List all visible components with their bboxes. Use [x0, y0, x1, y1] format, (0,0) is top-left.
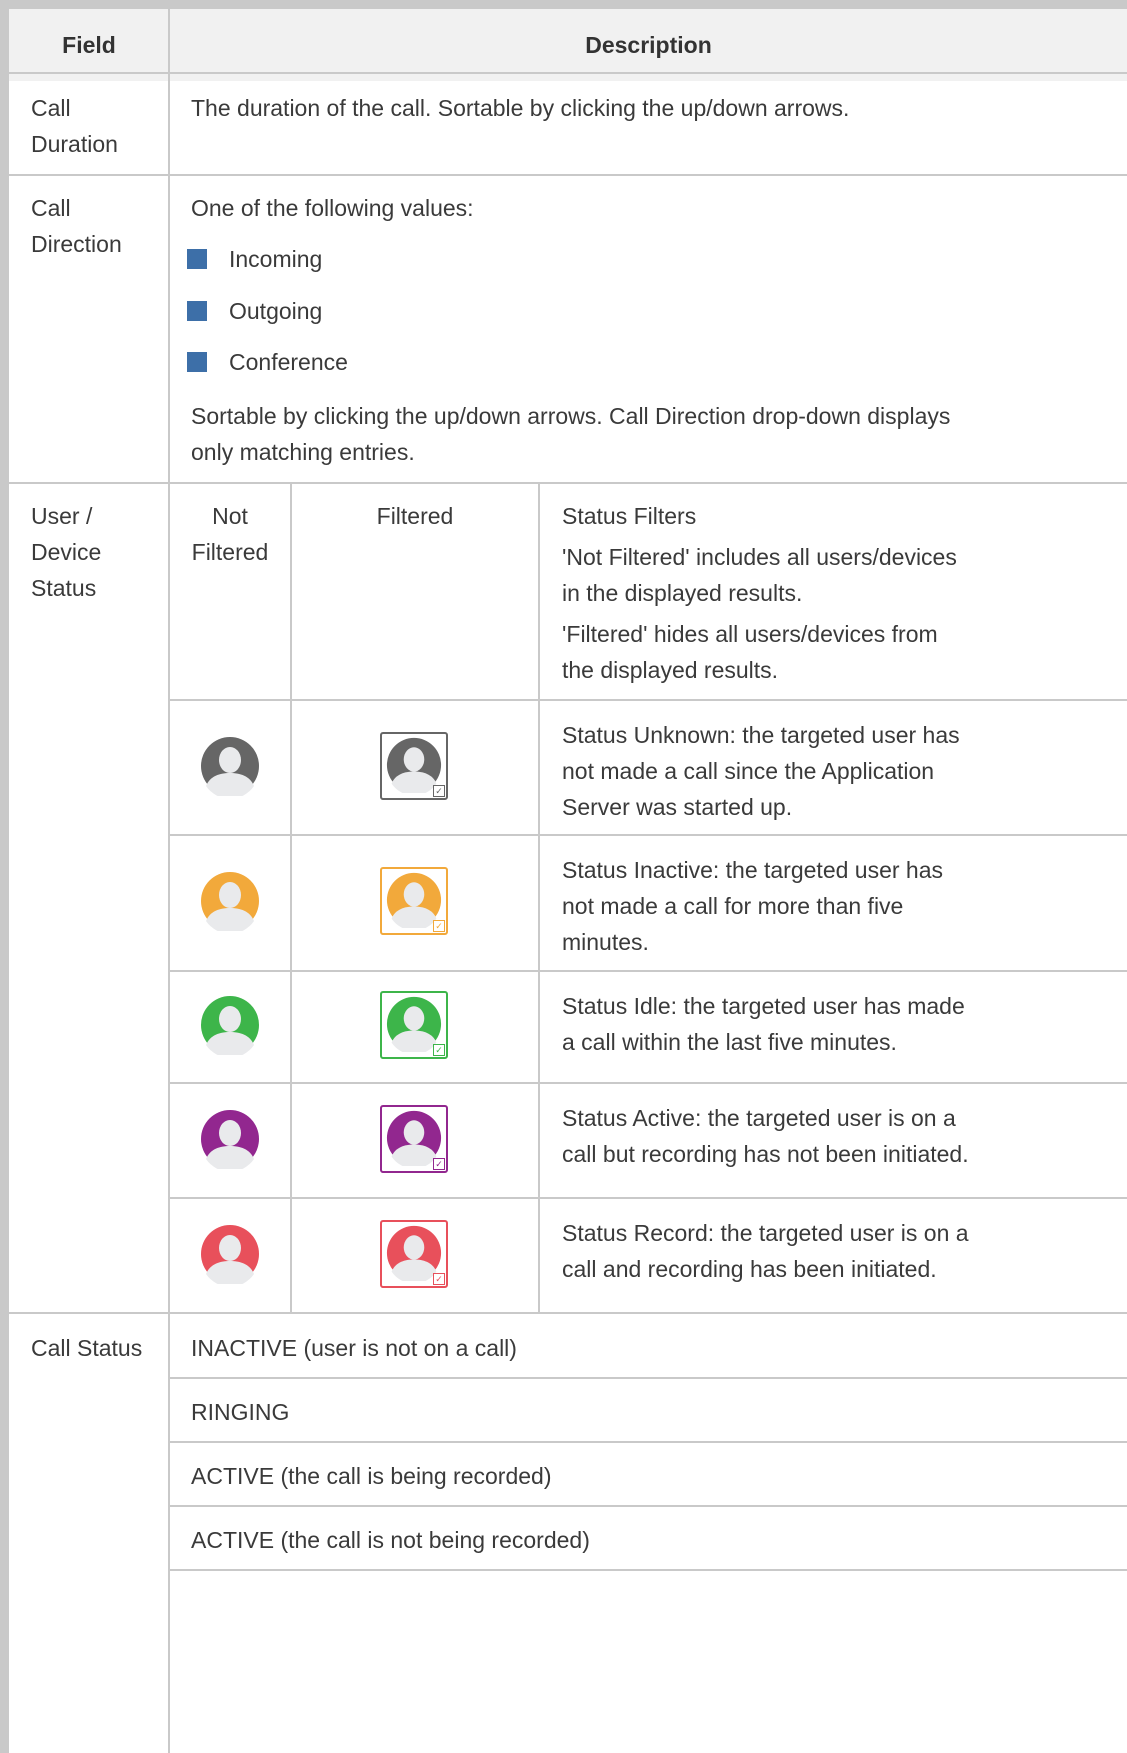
- nested-row-divider: [170, 1082, 1127, 1084]
- user-avatar-gray-icon: [200, 736, 260, 796]
- table-top-border: [0, 0, 1127, 9]
- status-description-line1: Status Idle: the targeted user has made: [562, 993, 965, 1019]
- status-description-line1: Status Unknown: the targeted user has: [562, 722, 960, 748]
- filtered-note-line1: 'Filtered' hides all users/devices from: [562, 621, 938, 647]
- call-status-value: ACTIVE (the call is being recorded): [191, 1463, 552, 1489]
- column-divider: [168, 9, 170, 1753]
- checkbox-checked-icon: ✓: [433, 1158, 445, 1170]
- field-user-device-status-line3: Status: [31, 575, 97, 601]
- user-avatar-purple-filtered-icon: [380, 1105, 448, 1173]
- call-direction-note-line1: Sortable by clicking the up/down arrows. Call Direction drop-down displays: [191, 403, 951, 429]
- field-call-direction-line1: Call: [31, 195, 71, 221]
- status-description-line3: Server was started up.: [562, 794, 793, 820]
- user-avatar-gray-filtered-icon: [380, 732, 448, 800]
- status-description-line2: call and recording has been initiated.: [562, 1256, 937, 1282]
- call-direction-value: Incoming: [229, 246, 323, 272]
- subheader-not-filtered-line2: Filtered: [191, 539, 269, 565]
- checkbox-checked-icon: ✓: [433, 920, 445, 932]
- table-left-border: [0, 0, 9, 1753]
- status-description-line3: minutes.: [562, 929, 649, 955]
- row-divider: [9, 482, 1127, 484]
- status-description-line1: Status Record: the targeted user is on a: [562, 1220, 969, 1246]
- user-avatar-orange-icon: [200, 871, 260, 931]
- status-description-line2: call but recording has not been initiated.: [562, 1141, 969, 1167]
- header-description: Description: [170, 9, 1127, 81]
- call-status-divider: [170, 1569, 1127, 1571]
- field-call-direction-line2: Direction: [31, 231, 122, 257]
- status-description-line2: not made a call since the Application: [562, 758, 935, 784]
- nested-row-divider: [170, 970, 1127, 972]
- row-divider: [9, 174, 1127, 176]
- call-status-divider: [170, 1505, 1127, 1507]
- bullet-square-icon: [187, 301, 207, 321]
- field-call-duration-line1: Call: [31, 95, 71, 121]
- user-avatar-purple-icon: [200, 1109, 260, 1169]
- call-status-divider: [170, 1377, 1127, 1379]
- call-status-value: INACTIVE (user is not on a call): [191, 1335, 517, 1361]
- user-avatar-green-filtered-icon: [380, 991, 448, 1059]
- not-filtered-note-line1: 'Not Filtered' includes all users/devices: [562, 544, 957, 570]
- user-avatar-orange-filtered-icon: [380, 867, 448, 935]
- status-description-line1: Status Active: the targeted user is on a: [562, 1105, 956, 1131]
- checkbox-checked-icon: ✓: [433, 1273, 445, 1285]
- nested-row-divider: [170, 834, 1127, 836]
- bullet-square-icon: [187, 249, 207, 269]
- field-call-status: Call Status: [31, 1335, 143, 1361]
- status-description-line2: not made a call for more than five: [562, 893, 904, 919]
- nested-row-divider: [170, 1197, 1127, 1199]
- call-status-divider: [170, 1441, 1127, 1443]
- subheader-not-filtered-line1: Not: [212, 503, 248, 529]
- field-user-device-status-line1: User /: [31, 503, 93, 529]
- not-filtered-note-line2: in the displayed results.: [562, 580, 803, 606]
- user-avatar-red-filtered-icon: [380, 1220, 448, 1288]
- header-field: Field: [9, 9, 169, 81]
- call-direction-note-line2: only matching entries.: [191, 439, 415, 465]
- nested-column-divider: [290, 483, 292, 1313]
- nested-row-divider: [170, 699, 1127, 701]
- status-description-line2: a call within the last five minutes.: [562, 1029, 897, 1055]
- row-divider: [9, 1312, 1127, 1314]
- user-avatar-red-icon: [200, 1224, 260, 1284]
- row-divider: [9, 72, 1127, 74]
- call-status-value: RINGING: [191, 1399, 290, 1425]
- status-description-line1: Status Inactive: the targeted user has: [562, 857, 944, 883]
- call-status-value: ACTIVE (the call is not being recorded): [191, 1527, 590, 1553]
- nested-column-divider: [538, 483, 540, 1313]
- call-direction-intro: One of the following values:: [191, 195, 474, 221]
- bullet-square-icon: [187, 352, 207, 372]
- filtered-note-line2: the displayed results.: [562, 657, 779, 683]
- field-call-duration-line2: Duration: [31, 131, 118, 157]
- call-duration-description: The duration of the call. Sortable by clicking the up/down arrows.: [191, 95, 850, 121]
- checkbox-checked-icon: ✓: [433, 1044, 445, 1056]
- call-direction-value: Outgoing: [229, 298, 323, 324]
- subheader-filtered: Filtered: [376, 503, 454, 529]
- subheader-status-filters: Status Filters: [562, 503, 697, 529]
- call-direction-value: Conference: [229, 349, 348, 375]
- user-avatar-green-icon: [200, 995, 260, 1055]
- field-user-device-status-line2: Device: [31, 539, 102, 565]
- checkbox-checked-icon: ✓: [433, 785, 445, 797]
